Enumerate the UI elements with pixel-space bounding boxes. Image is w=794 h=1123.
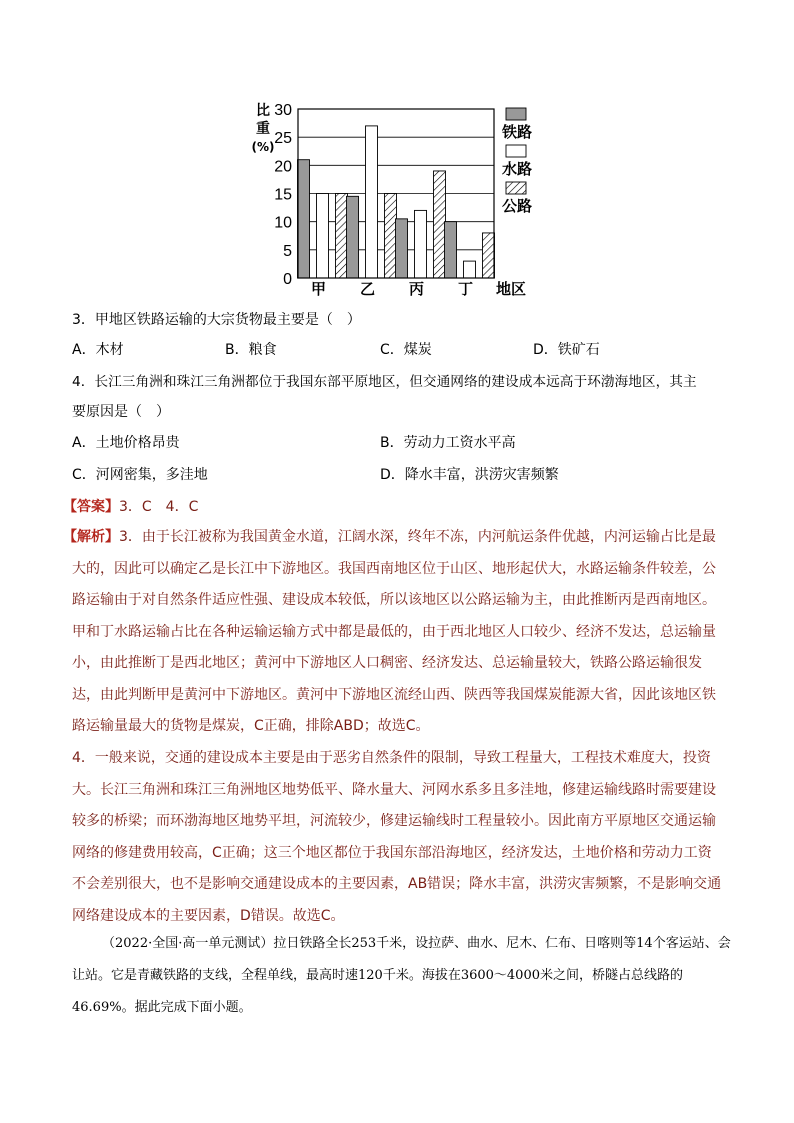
bar-公路 <box>483 233 495 278</box>
y-axis-title-part: (%) <box>251 140 275 154</box>
legend-label: 公路 <box>502 197 533 215</box>
legend-swatch <box>506 182 526 194</box>
question-3-option-c: C．煤炭 <box>380 342 432 358</box>
bar-铁路 <box>396 219 408 278</box>
x-axis-title: 地区 <box>496 280 527 298</box>
question-4-option-d: D．降水丰富，洪涝灾害频繁 <box>380 467 559 483</box>
bar-铁路 <box>298 160 310 278</box>
analysis-text-3: 3．由于长江被称为我国黄金水道，江阔水深，终年不冻，内河航运条件优越，内河运输占比是最大的，因此可以确定乙是长江中下游地区。我国西南地区位于山区、地形起伏大，水路运输条件较差，公路运输由于对自然条件适应性强、建设成本较低，所以该地区以公路运输为主，由此推断丙是西南地区。甲和丁水路运输占比在各种运输运输方式中都是最低的，由于西北地区人口较少、经济不发达，总运输量小，由此推断丁是西北地区；黄河中下游地区人口稠密、经济发达、总运输量较大，铁路公路运输很发达，由此判断甲是黄河中下游地区。黄河中下游地区流经山西、陕西等我国煤炭能源大省，因此该地区铁路运输量最大的货物是煤炭，C正确，排除ABD；故选C。 <box>72 529 716 734</box>
y-tick-label: 10 <box>274 214 292 232</box>
y-axis-title-part: 比 <box>256 103 270 119</box>
bar-铁路 <box>445 222 457 278</box>
bar-公路 <box>434 171 446 278</box>
y-tick-label: 20 <box>274 158 292 176</box>
legend-swatch <box>506 145 526 157</box>
answer-tag: 【答案】 <box>63 499 119 515</box>
question-3-option-b: B．粮食 <box>225 342 277 358</box>
bar-水路 <box>366 126 378 278</box>
freight-share-bar-chart <box>250 98 540 298</box>
x-tick-label: 丙 <box>408 280 425 298</box>
bar-水路 <box>317 194 329 279</box>
answer-text: 3．C 4．C <box>119 499 199 515</box>
legend-label: 水路 <box>502 160 533 178</box>
next-material-paragraph: （2022·全国·高一单元测试）拉日铁路全长253千米，设拉萨、曲水、尼木、仁布、日喀则等14个客运站、会让站。它是青藏铁路的支线，全程单线，最高时速120千米。海拔在3600～4000米之间，桥隧占总线路的46.69%。据此完成下面小题。 <box>72 936 731 1015</box>
question-4-stem-line2: 要原因是（ ） <box>72 404 170 420</box>
analysis-paragraph-3 <box>63 522 722 743</box>
bar-公路 <box>336 194 348 279</box>
y-tick-label: 25 <box>274 130 292 148</box>
y-axis-title-part: 重 <box>256 121 270 137</box>
y-tick-label: 30 <box>274 102 292 119</box>
question-3-option-d: D．铁矿石 <box>533 342 600 358</box>
answer-line <box>63 497 198 517</box>
bar-公路 <box>385 194 397 279</box>
chart-legend <box>501 108 532 215</box>
bar-铁路 <box>347 196 359 278</box>
legend-label: 铁路 <box>502 123 533 141</box>
chart-bars <box>298 126 495 278</box>
question-3-option-a: A．木材 <box>72 342 124 358</box>
y-tick-label: 5 <box>283 242 292 260</box>
y-tick-label: 15 <box>274 186 292 204</box>
question-4-stem-line1: 4．长江三角洲和珠江三角洲都位于我国东部平原地区，但交通网络的建设成本远高于环渤海地区，其主 <box>72 374 697 390</box>
bar-水路 <box>415 210 427 278</box>
y-tick-label: 0 <box>283 271 292 288</box>
question-4-option-a: A．土地价格昂贵 <box>72 435 180 451</box>
question-4-option-b: B．劳动力工资水平高 <box>380 435 516 451</box>
analysis-tag: 【解析】 <box>63 529 119 545</box>
x-tick-label: 丁 <box>457 280 474 298</box>
analysis-paragraph-4: 4．一般来说，交通的建设成本主要是由于恶劣自然条件的限制，导致工程量大，工程技术难度大，投资大。长江三角洲和珠江三角洲地区地势低平、降水量大、河网水系多且多洼地，修建运输线路时需要建设较多的桥梁；而环渤海地区地势平坦，河流较少，修建运输线时工程量较小。因此南方平原地区交通运输网络的修建费用较高，C正确；这三个地区都位于我国东部沿海地区，经济发达，土地价格和劳动力工资不会差别很大，也不是影响交通建设成本的主要因素，AB错误；降水丰富，洪涝灾害频繁，不是影响交通网络建设成本的主要因素，D错误。故选C。 <box>72 750 722 924</box>
question-4-option-c: C．河网密集，多洼地 <box>72 467 208 483</box>
x-tick-label: 甲 <box>310 280 327 298</box>
bar-水路 <box>464 261 476 278</box>
x-tick-label: 乙 <box>359 280 376 298</box>
question-3-stem: 3．甲地区铁路运输的大宗货物最主要是（ ） <box>72 312 361 328</box>
legend-swatch <box>506 108 526 120</box>
